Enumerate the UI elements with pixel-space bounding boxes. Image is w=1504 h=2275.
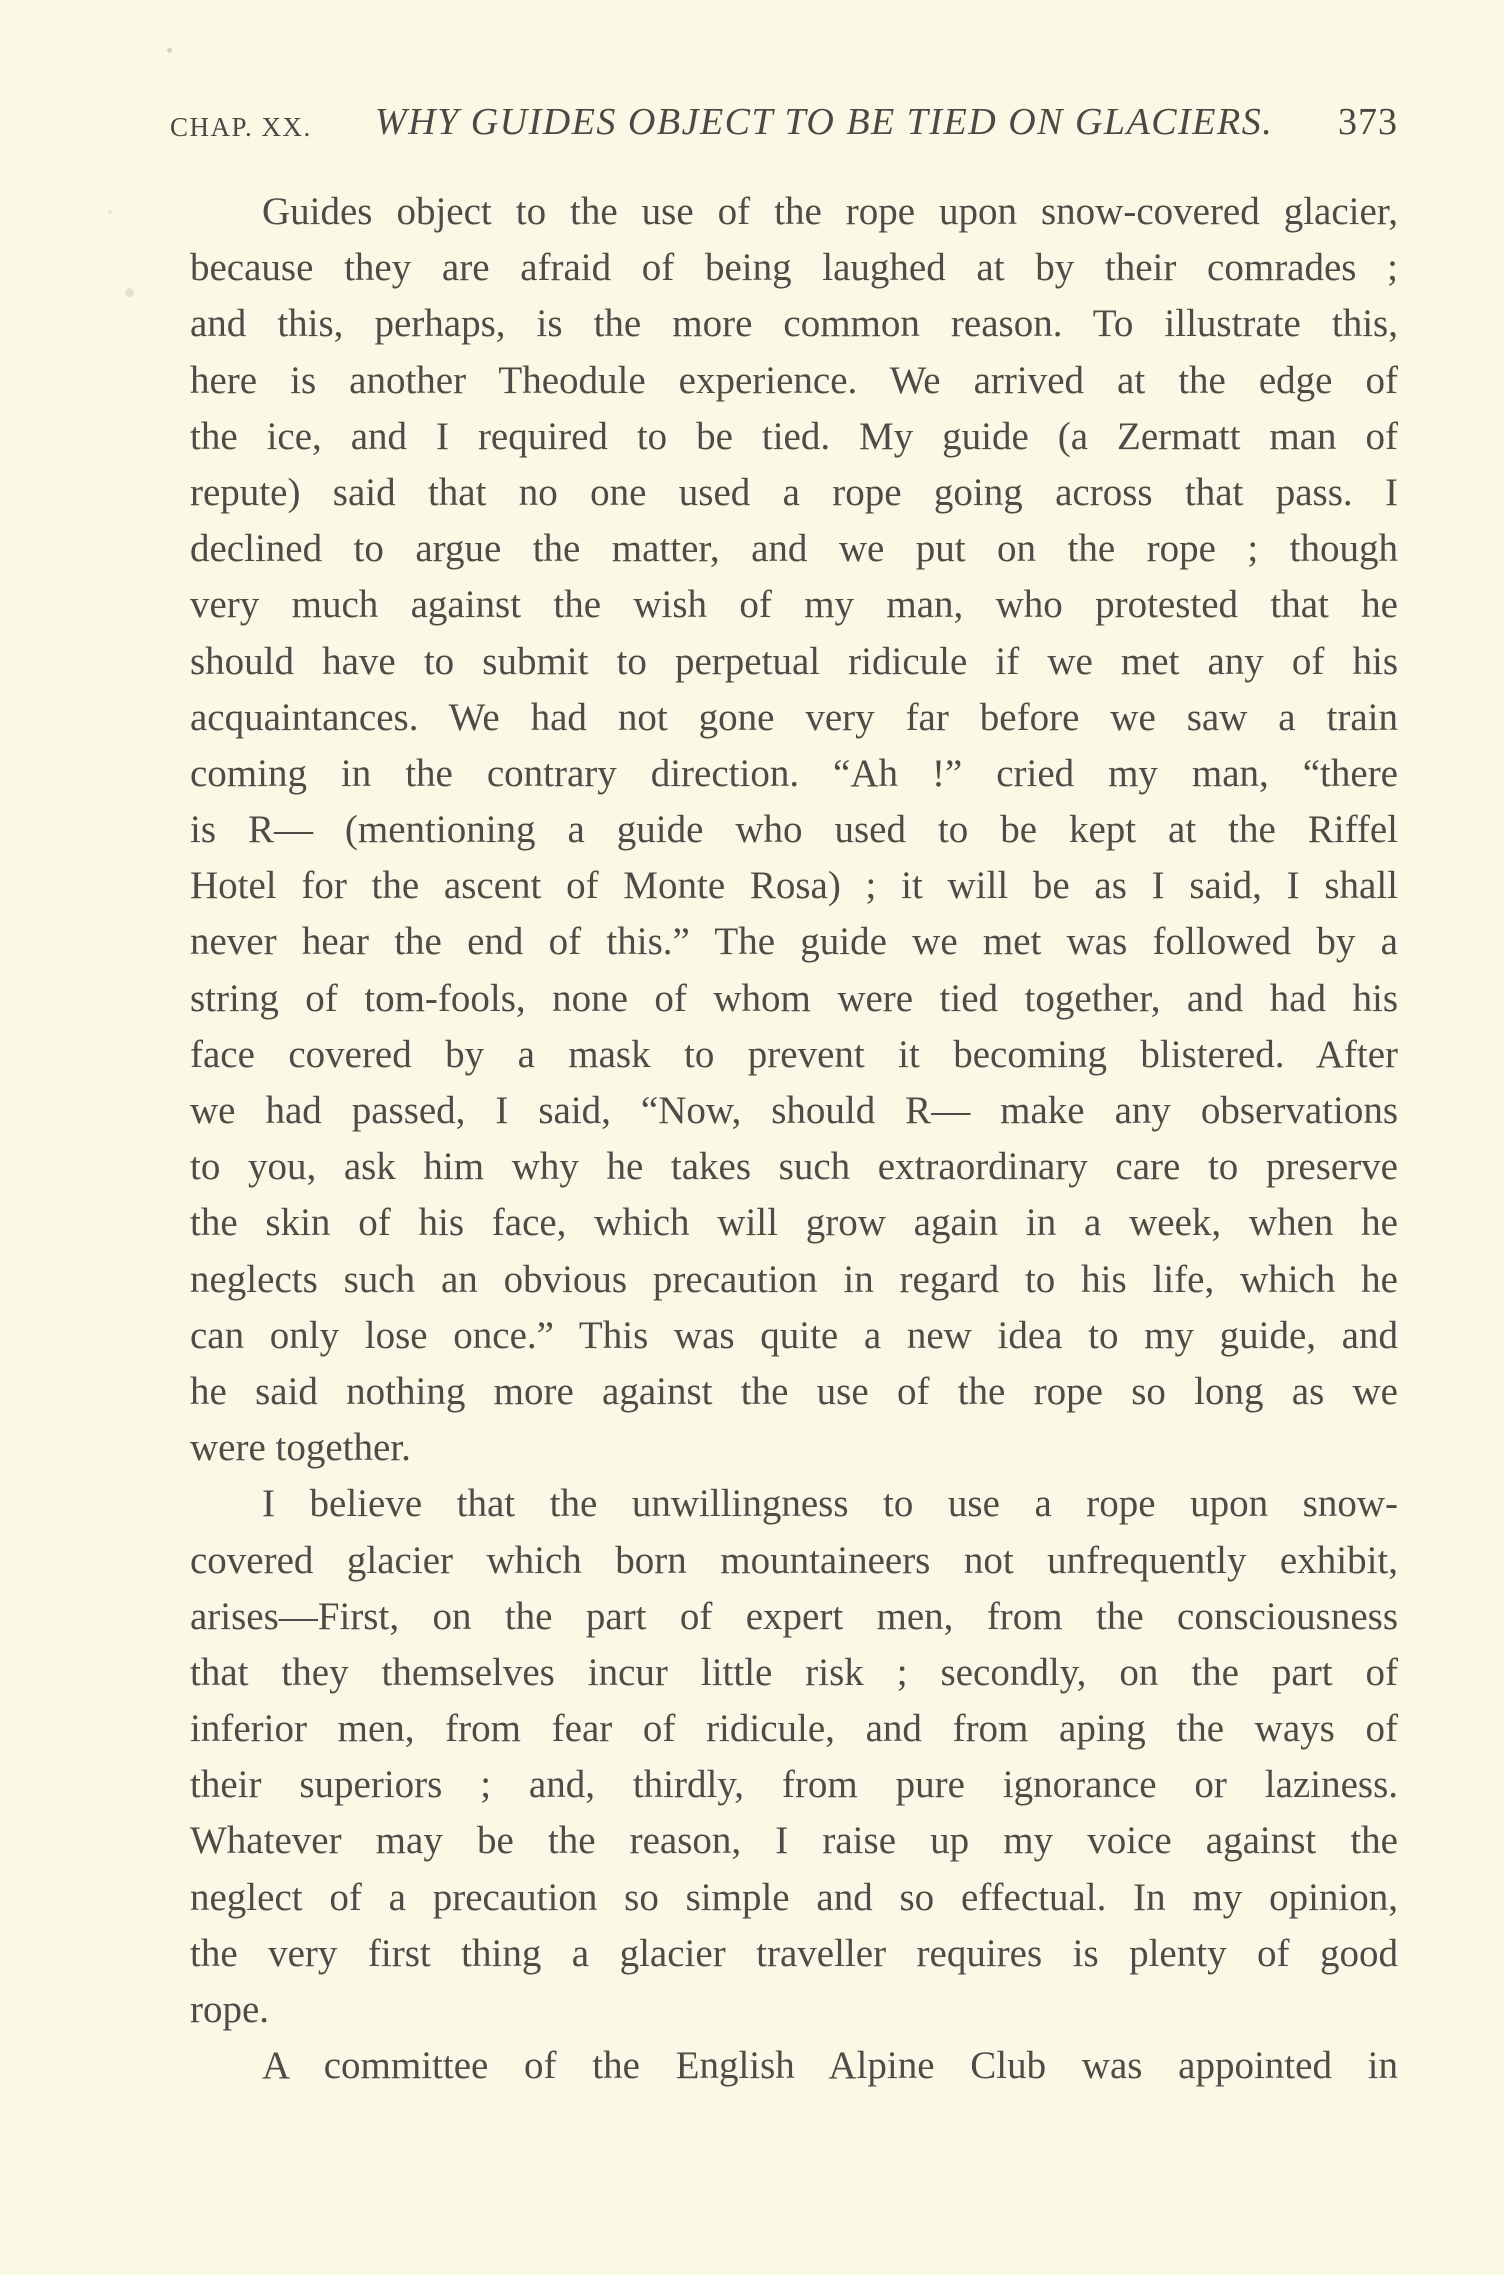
text-line: repute) said that no one used a rope going across that pass. I [190, 470, 1398, 514]
text-line: should have to submit to perpetual ridicule if we met any of his [190, 639, 1398, 683]
text-line: covered glacier which born mountaineers not unfrequently exhibit, [190, 1538, 1398, 1582]
text-line: A committee of the English Alpine Club was appointed in [262, 2044, 1398, 2088]
text-line: very much against the wish of my man, who protested that he [190, 583, 1398, 627]
text-line: here is another Theodule experience. We arrived at the edge of [190, 358, 1398, 402]
text-line: the skin of his face, which will grow again in a week, when he [190, 1201, 1398, 1245]
text-line: to you, ask him why he takes such extraordinary care to preserve [190, 1145, 1398, 1189]
page-number: 373 [1338, 101, 1398, 143]
text-line: arises—First, on the part of expert men, from the consciousness [190, 1594, 1398, 1638]
chapter-label: CHAP. XX. [170, 112, 312, 142]
text-line: the very first thing a glacier traveller requires is plenty of good [190, 1931, 1398, 1975]
text-line: Guides object to the use of the rope upon snow-covered glacier, [262, 190, 1398, 233]
text-line: Whatever may be the reason, I raise up my voice against the [190, 1819, 1398, 1863]
text-line: rope. [190, 1988, 270, 2031]
text-line: that they themselves incur little risk ; secondly, on the part of [190, 1650, 1398, 1694]
paper-speck [108, 210, 112, 214]
text-line: Hotel for the ascent of Monte Rosa) ; it will be as I said, I shall [190, 864, 1398, 908]
running-header [170, 98, 1398, 158]
text-line: were together. [190, 1426, 411, 1470]
text-line: acquaintances. We had not gone very far before we saw a train [190, 695, 1398, 739]
text-line: neglects such an obvious precaution in regard to his life, which he [190, 1257, 1398, 1301]
text-line: is R— (mentioning a guide who used to be kept at the Riffel [190, 808, 1398, 852]
text-line: the ice, and I required to be tied. My guide (a Zermatt man of [190, 414, 1398, 458]
text-line: their superiors ; and, thirdly, from pure ignorance or laziness. [190, 1763, 1398, 1807]
text-line: because they are afraid of being laughed at by their comrades ; [190, 246, 1398, 290]
text-line: neglect of a precaution so simple and so effectual. In my opinion, [190, 1875, 1398, 1919]
text-line: inferior men, from fear of ridicule, and from aping the ways of [190, 1707, 1398, 1751]
paper-speck [167, 48, 172, 53]
text-line: he said nothing more against the use of the rope so long as we [190, 1369, 1398, 1413]
text-line: coming in the contrary direction. “Ah !” cried my man, “there [190, 751, 1398, 795]
paper-speck [125, 288, 134, 297]
text-line: declined to argue the matter, and we put on the rope ; though [190, 527, 1398, 571]
text-line: string of tom-fools, none of whom were tied together, and had his [190, 976, 1398, 1020]
text-line: can only lose once.” This was quite a new idea to my guide, and [190, 1313, 1398, 1357]
text-line: face covered by a mask to prevent it becoming blistered. After [190, 1032, 1398, 1076]
text-line: I believe that the unwillingness to use a rope upon snow- [262, 1482, 1398, 1526]
text-line: we had passed, I said, “Now, should R— make any observations [190, 1089, 1398, 1132]
running-title: WHY GUIDES OBJECT TO BE TIED ON GLACIERS. [375, 101, 1274, 143]
text-line: and this, perhaps, is the more common reason. To illustrate this, [190, 302, 1398, 346]
body-text [190, 184, 1398, 2094]
text-line: never hear the end of this.” The guide we met was followed by a [190, 920, 1398, 964]
